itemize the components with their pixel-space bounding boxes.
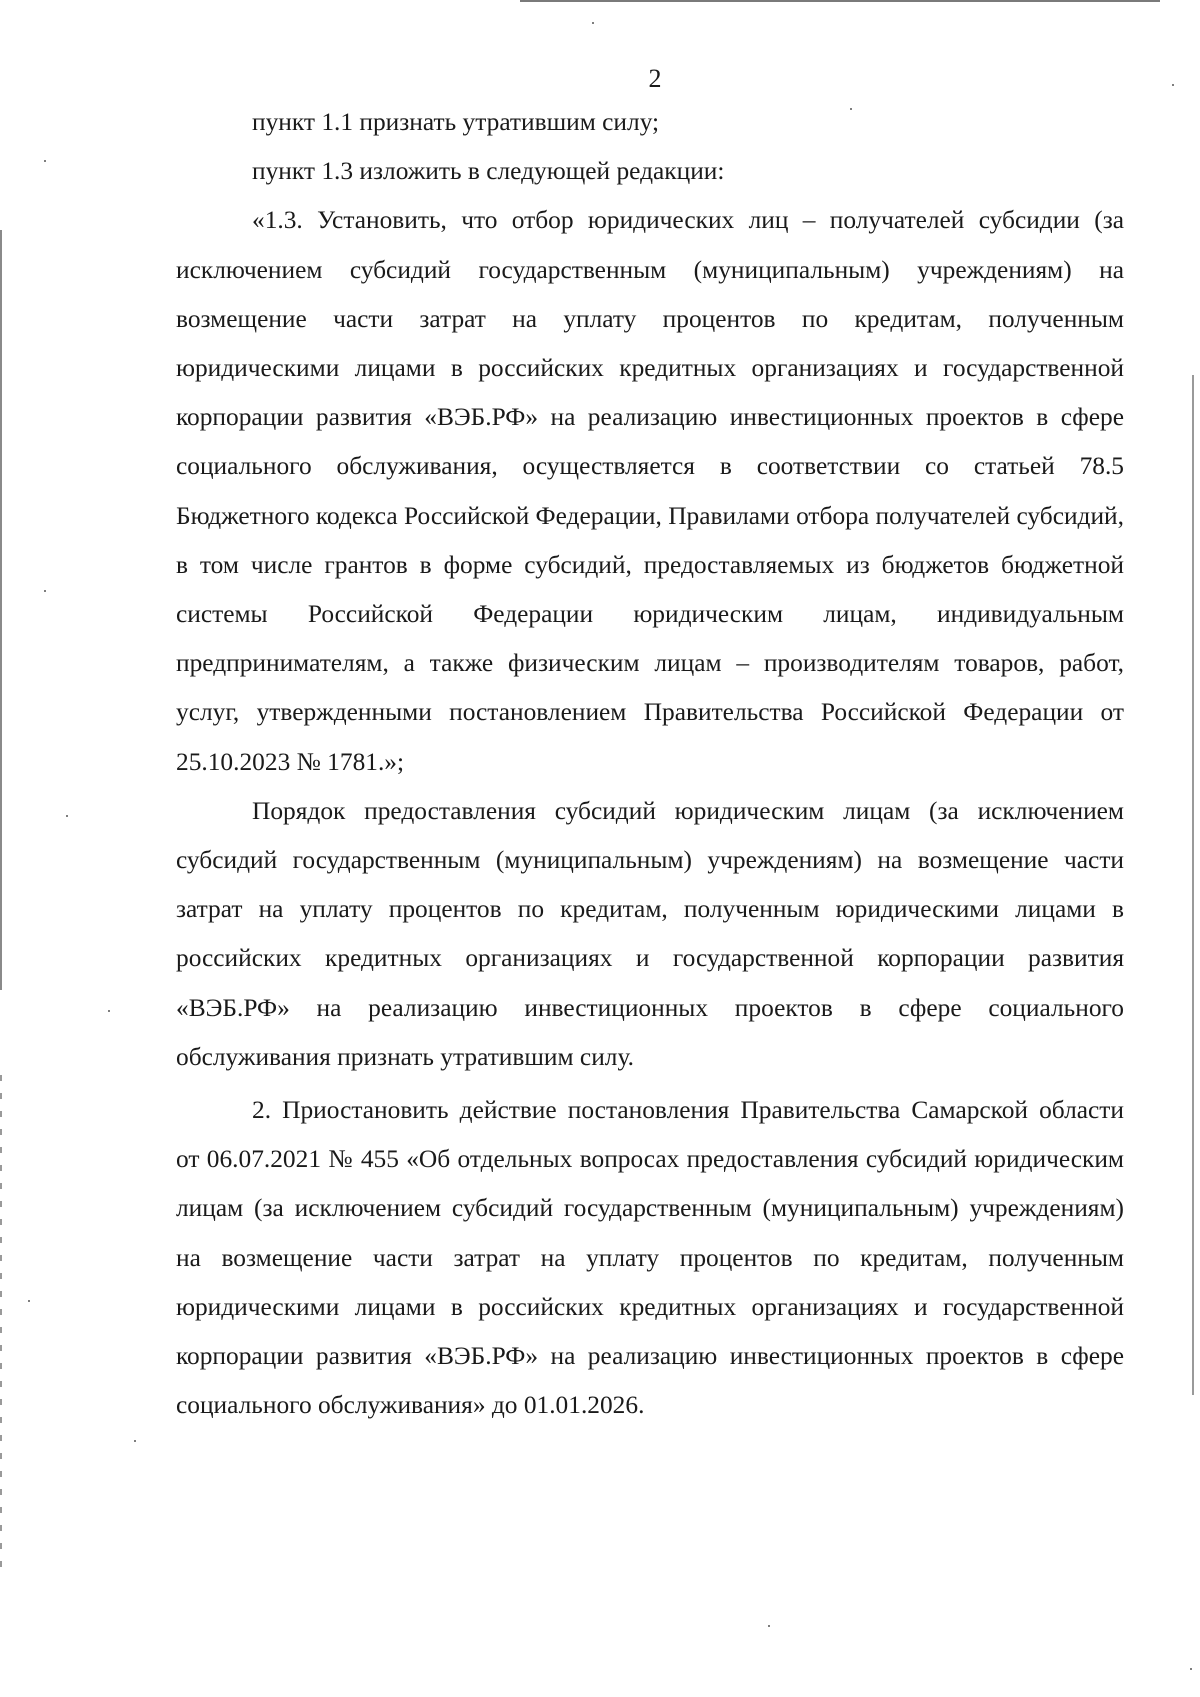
paragraph: пункт 1.3 изложить в следующей редакции: bbox=[252, 157, 725, 186]
scan-speck bbox=[28, 1300, 30, 1302]
paragraph: пункт 1.1 признать утратившим силу; bbox=[252, 108, 660, 136]
scan-speck bbox=[108, 1010, 110, 1012]
document-body bbox=[176, 98, 1124, 1430]
scan-speck bbox=[44, 160, 46, 162]
page-number: 2 bbox=[648, 64, 662, 93]
scan-border-top bbox=[520, 0, 1160, 2]
scan-border-left-dashed bbox=[0, 1075, 2, 1575]
paragraph: «1.3. Установить, что отбор юридических лиц – получателей субсидии (за исключением субсидий государственным (муниципальным) учреждениям) на возмещение части затрат на уплату процентов по кредитам, полученным юридическими лицами в российских кредитных организациях и государственной корпорации развития «ВЭБ.РФ» на реализацию инвестиционных проектов в сфере социального обслуживания, осуществляется в соответствии со статьей 78.5 Бюджетного кодекса Российской Федерации, Правилами отбора получателей субсидий, в том числе грантов в форме субсидий, предоставляемых из бюджетов бюджетной системы Российской Федерации юридическим лицам, индивидуальным предпринимателям, а также физическим лицам – производителям товаров, работ, услуг, утвержденными постановлением Правительства Российской Федерации от 25.10.2023 № 1781.»; bbox=[176, 206, 1124, 776]
scan-speck bbox=[44, 590, 46, 592]
scan-speck bbox=[768, 1625, 770, 1627]
scan-speck bbox=[592, 22, 594, 24]
scan-border-right bbox=[1192, 375, 1194, 1395]
scan-border-left bbox=[0, 230, 2, 990]
paragraph: 2. Приостановить действие постановления Правительства Самарской области от 06.07.2021 № 455 «Об отдельных вопросах предоставления субсидий юридическим лицам (за исключением субсидий государственным (муниципальным) учреждениям) на возмещение части затрат на уплату процентов по кредитам, полученным юридическими лицами в российских кредитных организациях и государственной корпорации развития «ВЭБ.РФ» на реализацию инвестиционных проектов в сфере социального обслуживания» до 01.01.2026. bbox=[176, 1096, 1124, 1420]
scan-speck bbox=[1190, 1668, 1192, 1670]
paragraph: Порядок предоставления субсидий юридическим лицам (за исключением субсидий государственным (муниципальным) учреждениям) на возмещение части затрат на уплату процентов по кредитам, полученным юридическими лицами в российских кредитных организациях и государственной корпорации развития «ВЭБ.РФ» на реализацию инвестиционных проектов в сфере социального обслуживания признать утратившим силу. bbox=[176, 796, 1124, 1071]
scan-speck bbox=[134, 1440, 136, 1442]
scan-speck bbox=[66, 815, 68, 817]
